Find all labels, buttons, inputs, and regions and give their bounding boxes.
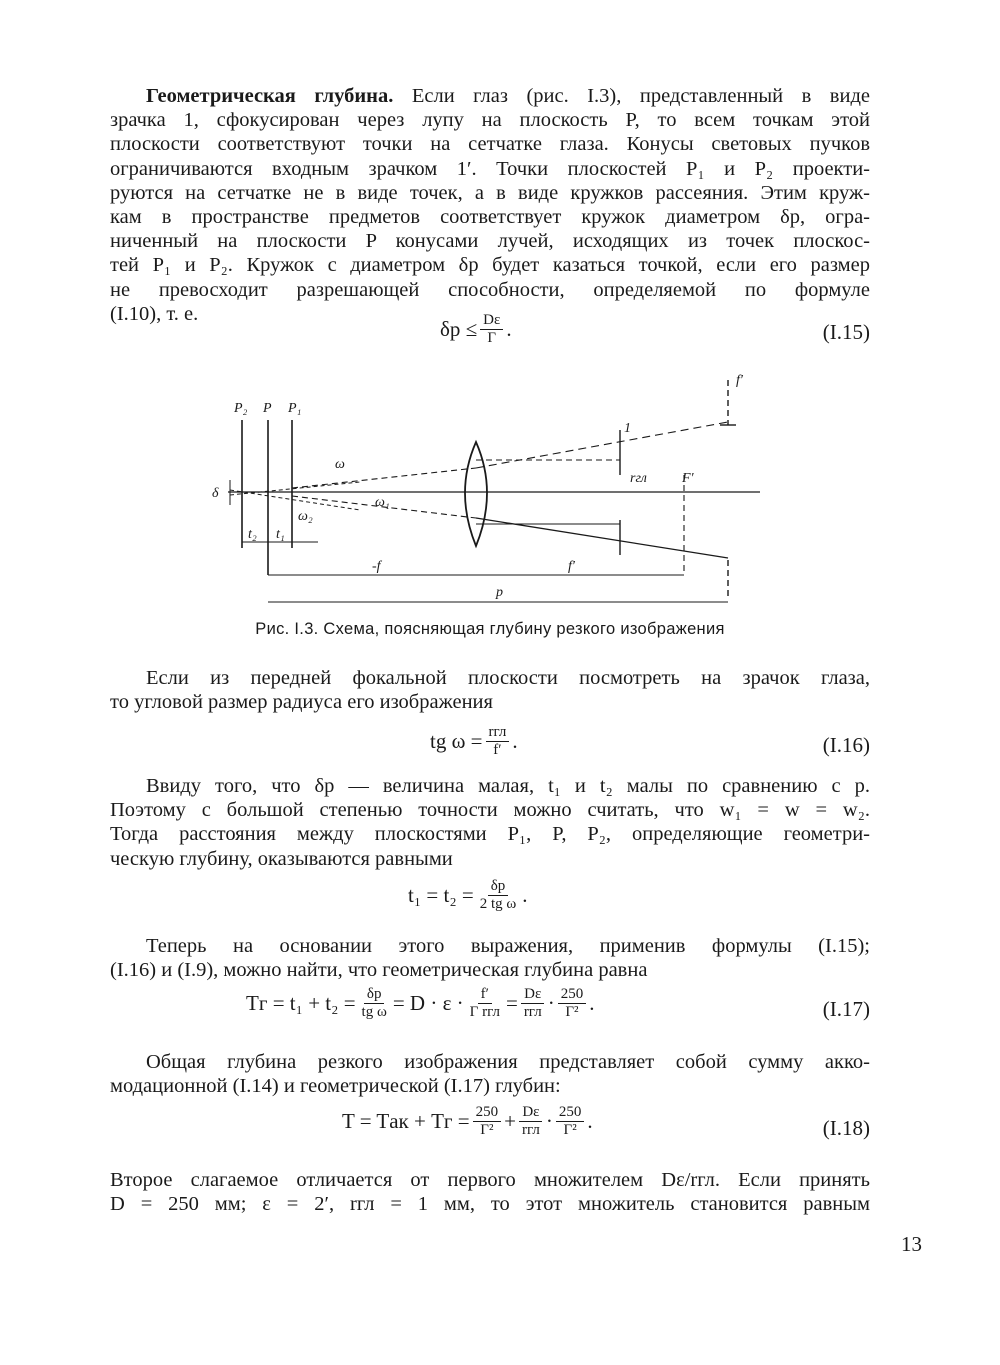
equation-t1-t2: t₁ = t₂ = $\frac{\delta p}{\text{2 tg ω}}$ .: [408, 878, 528, 912]
fraction: $\frac{D\varepsilon}{\text{rгл}}$: [519, 1104, 543, 1139]
text-line: Если из передней фокальной плоскости посмотреть на зрачок глаза,: [146, 667, 870, 689]
equation-number: (I.16): [822, 733, 870, 757]
equation-number: (I.15): [822, 320, 870, 344]
fraction: $\frac{\text{rгл}}{f'}$: [486, 724, 510, 759]
equation-i15: δp ≤ $\frac{D\varepsilon}{Г}$ .: [440, 312, 512, 346]
fraction: $\frac{250}{\text{Г²}}$: [473, 1104, 502, 1139]
paragraph-angular-size: [110, 666, 870, 714]
text-line: ограничиваются входным зрачком 1′. Точки плоскостей P₁ и P₂ проекти-: [110, 157, 870, 180]
text-line: (I.16) и (I.9), можно найти, что геометрическая глубина равна: [110, 959, 648, 982]
text-line: Поэтому с большой степенью точности можно считать, что w₁ = w = w₂.: [110, 799, 870, 822]
label-t2: t₂: [248, 527, 257, 542]
fraction: $\frac{250}{\text{Г²}}$: [556, 1104, 585, 1139]
figure-depth-diagram: [200, 370, 780, 610]
section-heading: Геометрическая глубина.: [146, 85, 394, 107]
fraction: $\frac{250}{\text{Г²}}$: [558, 986, 587, 1021]
label-p: P: [263, 401, 272, 416]
text-line: кам в пространстве предметов соответствует кружок диаметром δp, огра-: [110, 205, 870, 228]
lens: [465, 442, 487, 546]
text-line: зрачка 1, сфокусирован через лупу на плоскость P, то всем точкам этой: [110, 109, 870, 132]
equation-i18: T = Tак + Tг = $\frac{250}{\text{Г²}}$ + $\frac{D\varepsilon}{\text{rгл}}$ · $\frac{250}{\text{Г²}}$ .: [342, 1104, 593, 1138]
text-line: D = 250 мм; ε = 2′, rгл = 1 мм, то этот множитель становится равным: [110, 1193, 870, 1216]
text-line: то угловой размер радиуса его изображения: [110, 691, 493, 714]
text-line: (I.10), т. е.: [110, 302, 199, 325]
equation-i17: Tг = t₁ + t₂ = $\frac{\delta p}{\text{tg ω}}$ = D · ε · $\frac{f'}{\text{Г rгл}}$ = $\frac{D\varepsilon}{\text{rгл}}$ · $\frac{250}{\text{Г²}}$ .: [246, 986, 595, 1020]
text-line: модационной (I.14) и геометрической (I.17) глубин:: [110, 1075, 561, 1098]
figure-caption: Рис. I.3. Схема, поясняющая глубину резкого изображения: [255, 620, 725, 638]
label-p1: P₁: [288, 401, 302, 416]
fraction: $\frac{D\varepsilon}{\text{rгл}}$: [521, 986, 545, 1021]
text-line: ниченный на плоскости P конусами лучей, исходящих из точек плоскос-: [110, 230, 870, 253]
text-line: руются на сетчатке не в виде точек, а в виде кружков рассеяния. Этим круж-: [110, 181, 870, 204]
label-f-prime-top: f′: [736, 373, 743, 388]
text-line: Второе слагаемое отличается от первого множителем Dε/rгл. Если принять: [110, 1169, 870, 1191]
text-line: ческую глубину, оказываются равными: [110, 847, 453, 870]
equation-i16: tg ω = $\frac{\text{rгл}}{f'}$ .: [430, 724, 518, 758]
label-t1: t₁: [276, 527, 285, 542]
label-pupil-1: 1: [624, 421, 631, 436]
label-p2: P₂: [234, 401, 248, 416]
text-line: плоскости соответствуют точки на сетчатке глаза. Конусы световых пучков: [110, 133, 870, 156]
label-omega1: ω₁: [375, 495, 390, 510]
text-line: Ввиду того, что δp — величина малая, t₁ и t₂ малы по сравнению с p.: [146, 775, 870, 797]
text-line: Тогда расстояния между плоскостями P₁, P, P₂, определяющие геометри-: [110, 823, 870, 846]
text-line: тей P₁ и P₂. Кружок с диаметром δp будет казаться точкой, если его размер: [110, 254, 870, 277]
paragraph-geometric-depth: [110, 84, 870, 326]
fraction: $\frac{\delta p}{\text{2 tg ω}}$: [479, 878, 517, 912]
equation-number: (I.17): [822, 997, 870, 1021]
label-F-prime: F′: [682, 471, 694, 486]
paragraph-geometric-formula: [110, 934, 870, 982]
fraction: $\frac{D\varepsilon}{Г}$: [480, 312, 503, 347]
label-p-distance: p: [496, 585, 503, 600]
text-line: Общая глубина резкого изображения представляет собой сумму акко-: [146, 1051, 870, 1073]
label-r-gl: rгл: [630, 471, 647, 486]
label-delta: δ: [212, 486, 219, 501]
label-omega: ω: [335, 457, 345, 472]
label-omega2: ω₂: [298, 509, 313, 524]
label-minus-f: -f: [372, 559, 381, 574]
equation-number: (I.18): [822, 1116, 870, 1140]
text-line: Геометрическая глубина. Если глаз (рис. I.3), представленный в виде: [146, 85, 870, 107]
page-number: 13: [901, 1232, 922, 1256]
label-f-prime: f′: [568, 559, 575, 574]
paragraph-total-depth: [110, 1050, 870, 1098]
paragraph-planes-distance: [110, 774, 870, 871]
paragraph-second-term: [110, 1168, 870, 1216]
fraction: $\frac{f'}{\text{Г rгл}}$: [469, 986, 500, 1020]
text-line: не превосходит разрешающей способности, определяемой по формуле: [110, 278, 870, 301]
text-line: Теперь на основании этого выражения, применив формулы (I.15);: [146, 935, 870, 957]
fraction: $\frac{\delta p}{\text{tg ω}}$: [361, 986, 387, 1020]
